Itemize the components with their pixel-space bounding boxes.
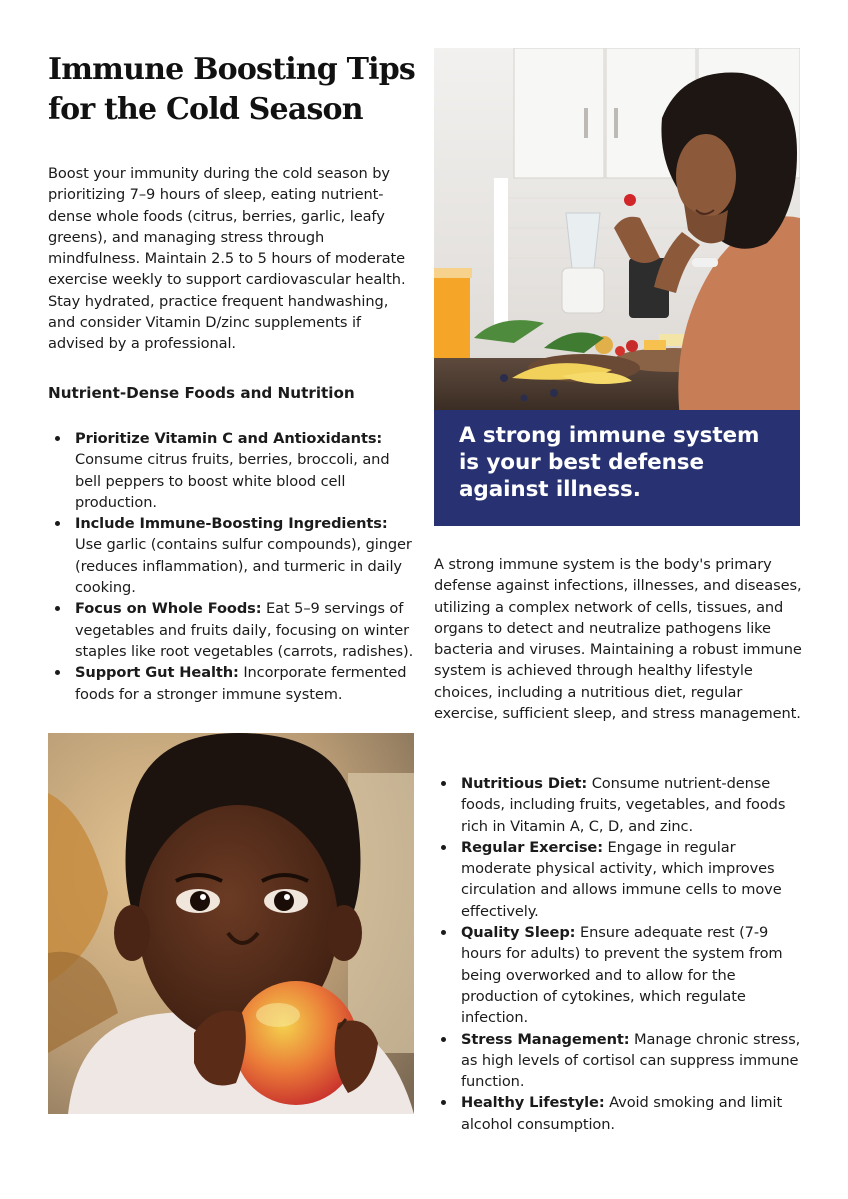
child-eating-apple-illustration [48,733,414,1114]
list-item-text: Engage in regular moderate physical activity, which improves circulation and allows immune cells to move effectively. [461,838,782,920]
list-item-label: Support Gut Health: [75,664,239,682]
list-item [48,428,418,513]
list-item-label: Healthy Lifestyle: [461,1094,605,1112]
page-title: Immune Boosting Tips for the Cold Season [48,52,416,127]
lifestyle-list [434,773,806,1135]
list-item-text: Avoid smoking and limit alcohol consumption. [461,1094,783,1133]
quote-banner [434,410,800,526]
list-item-label: Focus on Whole Foods: [75,600,262,618]
list-item-text: Consume citrus fruits, berries, broccoli, and bell peppers to boost white blood cell production. [75,451,390,511]
list-item [434,773,806,837]
list-item [434,922,806,1028]
quote-text: A strong immune system is your best defense against illness. [459,423,760,502]
intro-paragraph: Boost your immunity during the cold season by prioritizing 7–9 hours of sleep, eating nutrient-dense whole foods (citrus, berries, garlic, leafy greens), and managing stress through mindfulness. Maintain 2.5 to 5 hours of moderate exercise weekly to support cardiovascular health. Stay hydrated, practice frequent handwashing, and consider Vitamin D/zinc supplements if advised by a professional. [48,165,406,353]
list-item [48,598,418,662]
nutrition-heading: Nutrient-Dense Foods and Nutrition [48,384,355,402]
woman-eating-photo [434,48,800,410]
nutrition-list [48,428,418,705]
list-item-text: Eat 5–9 servings of vegetables and fruits daily, focusing on winter staples like root vegetables (carrots, radishes). [75,600,414,660]
list-item [48,662,418,705]
list-item-text: Ensure adequate rest (7-9 hours for adults) to prevent the system from being overworked and to allow for the production of cytokines, which regulate infection. [461,924,783,1027]
list-item-label: Prioritize Vitamin C and Antioxidants: [75,430,383,447]
immune-system-paragraph: A strong immune system is the body's primary defense against infections, illnesses, and diseases, utilizing a complex network of cells, tissues, and organs to detect and neutralize pathogens like bacteria and viruses. Maintaining a robust immune system is achieved through healthy lifestyle choices, including a nutritious diet, regular exercise, sufficient sleep, and stress management. [434,556,802,723]
child-eating-apple-photo [48,733,414,1114]
list-item-label: Stress Management: [461,1030,630,1048]
list-item [434,1092,806,1135]
list-item-label: Regular Exercise: [461,838,603,856]
list-item-text: Consume nutrient-dense foods, including fruits, vegetables, and foods rich in Vitamin A, C, D, and zinc. [461,775,786,835]
list-item-text: Manage chronic stress, as high levels of cortisol can suppress immune function. [461,1030,801,1091]
list-item-text: Incorporate fermented foods for a stronger immune system. [75,664,407,703]
list-item [48,513,418,598]
list-item-text: Use garlic (contains sulfur compounds), ginger (reduces inflammation), and turmeric in daily cooking. [75,536,412,597]
list-item [434,837,806,922]
list-item-label: Quality Sleep: [461,924,576,942]
list-item-label: Nutritious Diet: [461,775,588,792]
list-item-label: Include Immune-Boosting Ingredients: [75,515,388,533]
list-item [434,1029,806,1093]
woman-eating-illustration [434,48,800,410]
